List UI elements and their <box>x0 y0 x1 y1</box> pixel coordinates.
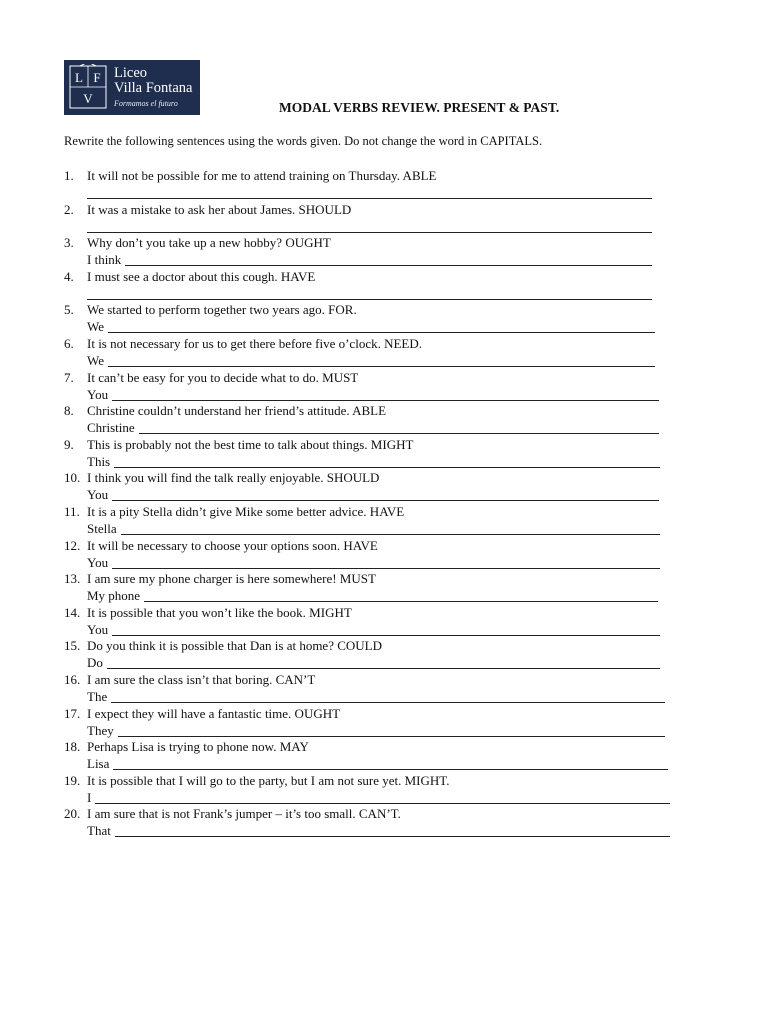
item-number: 7. <box>64 369 74 385</box>
answer-line[interactable] <box>87 554 660 570</box>
item-sentence: I am sure my phone charger is here somewhere! MUST <box>87 571 376 587</box>
page-title: MODAL VERBS REVIEW. PRESENT & PAST. <box>279 100 560 115</box>
item-sentence: It is possible that I will go to the party, but I am not sure yet. MIGHT. <box>87 772 450 788</box>
school-name <box>114 66 192 96</box>
answer-start: You <box>87 386 109 402</box>
item-sentence: It was a mistake to ask her about James. SHOULD <box>87 201 352 217</box>
item-number: 8. <box>64 403 74 419</box>
answer-line[interactable] <box>87 520 660 536</box>
answer-blank[interactable] <box>107 668 660 669</box>
item-sentence: Do you think it is possible that Dan is at home? COULD <box>87 638 383 654</box>
answer-line[interactable] <box>87 285 652 301</box>
answer-start: Lisa <box>87 756 110 772</box>
item-sentence: It will not be possible for me to attend training on Thursday. ABLE <box>87 168 437 183</box>
item-number: 4. <box>64 268 74 284</box>
answer-start: We <box>87 319 104 335</box>
item-number: 14. <box>64 604 81 620</box>
item-number: 13. <box>64 571 81 587</box>
item-sentence: This is probably not the best time to talk about things. MIGHT <box>87 436 414 452</box>
answer-start: My phone <box>87 588 141 604</box>
item-number: 17. <box>64 705 81 721</box>
answer-line[interactable] <box>87 587 658 603</box>
answer-start: The <box>87 688 108 704</box>
answer-start: That <box>87 823 111 839</box>
exercise-item <box>64 436 684 470</box>
exercise-item <box>64 234 684 268</box>
answer-start: Stella <box>87 520 117 536</box>
item-sentence: Christine couldn’t understand her friend’s attitude. ABLE <box>87 403 387 419</box>
item-sentence: I must see a doctor about this cough. HAVE <box>87 268 316 284</box>
exercise-item <box>64 369 684 403</box>
answer-blank[interactable] <box>108 366 655 367</box>
exercise-item <box>64 671 684 705</box>
answer-line[interactable] <box>87 453 660 469</box>
item-sentence: I think you will find the talk really enjoyable. SHOULD <box>87 470 380 486</box>
item-number: 1. <box>64 168 74 183</box>
item-sentence: It can’t be easy for you to decide what to do. MUST <box>87 369 359 385</box>
exercise-item <box>64 772 684 806</box>
exercise-item <box>64 268 684 302</box>
item-sentence: I am sure the class isn’t that boring. CAN’T <box>87 671 316 687</box>
item-sentence: Perhaps Lisa is trying to phone now. MAY <box>87 739 309 755</box>
item-number: 16. <box>64 671 81 687</box>
item-number: 15. <box>64 638 81 654</box>
answer-line[interactable] <box>87 486 659 502</box>
svg-text:F: F <box>93 70 101 85</box>
item-sentence: I am sure that is not Frank’s jumper – it’s too small. CAN’T. <box>87 806 401 822</box>
item-number: 2. <box>64 201 74 217</box>
answer-start: This <box>87 453 111 469</box>
answer-start: I <box>87 789 92 805</box>
answer-blank[interactable] <box>113 769 668 770</box>
item-number: 3. <box>64 235 74 251</box>
answer-blank[interactable] <box>87 299 652 300</box>
answer-line[interactable] <box>87 184 652 200</box>
exercise-item <box>64 637 684 671</box>
exercise-item <box>64 469 684 503</box>
answer-blank[interactable] <box>87 198 652 199</box>
answer-start: Do <box>87 655 103 671</box>
answer-blank[interactable] <box>121 534 660 535</box>
answer-line[interactable] <box>87 722 665 738</box>
answer-blank[interactable] <box>114 467 660 468</box>
exercise-item <box>64 201 684 235</box>
exercise-item <box>64 805 684 839</box>
item-number: 18. <box>64 739 81 755</box>
item-sentence: It is a pity Stella didn’t give Mike some better advice. HAVE <box>87 503 405 519</box>
item-number: 10. <box>64 470 81 486</box>
item-number: 12. <box>64 537 81 553</box>
answer-line[interactable] <box>87 352 655 368</box>
exercise-item <box>64 738 684 772</box>
answer-line[interactable] <box>87 251 652 267</box>
exercise-item <box>64 167 684 201</box>
answer-blank[interactable] <box>108 332 655 333</box>
item-number: 5. <box>64 302 74 318</box>
answer-start: I think <box>87 252 122 268</box>
answer-line[interactable] <box>87 755 668 771</box>
answer-line[interactable] <box>87 318 655 334</box>
item-sentence: It is possible that you won’t like the book. MIGHT <box>87 604 352 620</box>
item-sentence: It is not necessary for us to get there before five o’clock. NEED. <box>87 335 422 351</box>
exercise-item <box>64 570 684 604</box>
answer-blank[interactable] <box>87 232 652 233</box>
answer-line[interactable] <box>87 218 652 234</box>
answer-start: We <box>87 352 104 368</box>
answer-blank[interactable] <box>112 568 660 569</box>
item-number: 9. <box>64 436 74 452</box>
school-logo <box>64 60 200 115</box>
school-crest-icon <box>68 64 108 110</box>
instructions: Rewrite the following sentences using the words given. Do not change the word in CAPITALS. <box>64 134 543 148</box>
answer-line[interactable] <box>87 688 665 704</box>
answer-blank[interactable] <box>112 635 660 636</box>
answer-blank[interactable] <box>112 500 659 501</box>
answer-line[interactable] <box>87 621 660 637</box>
school-tagline: Formamos el futuro <box>114 99 178 108</box>
item-number: 6. <box>64 335 74 351</box>
answer-line[interactable] <box>87 822 670 838</box>
item-number: 11. <box>64 503 80 519</box>
answer-start: Christine <box>87 420 135 436</box>
exercise-item <box>64 705 684 739</box>
item-sentence: It will be necessary to choose your options soon. HAVE <box>87 537 378 553</box>
answer-blank[interactable] <box>144 601 658 602</box>
item-sentence: I expect they will have a fantastic time. OUGHT <box>87 705 341 721</box>
answer-line[interactable] <box>87 789 670 805</box>
item-number: 20. <box>64 806 81 822</box>
exercise-item <box>64 503 684 537</box>
item-number: 19. <box>64 772 81 788</box>
school-name-line2: Villa Fontana <box>114 80 193 96</box>
answer-line[interactable] <box>87 419 659 435</box>
exercise-item <box>64 301 684 335</box>
item-sentence: We started to perform together two years ago. FOR. <box>87 302 357 318</box>
exercise-item <box>64 335 684 369</box>
school-name-line1: Liceo <box>114 65 148 81</box>
answer-blank[interactable] <box>115 836 670 837</box>
exercise-item <box>64 537 684 571</box>
svg-text:V: V <box>83 91 93 106</box>
answer-line[interactable] <box>87 654 660 670</box>
exercise-item <box>64 604 684 638</box>
answer-start: You <box>87 554 109 570</box>
answer-blank[interactable] <box>118 736 665 737</box>
answer-start: You <box>87 621 109 637</box>
answer-line[interactable] <box>87 386 659 402</box>
svg-text:L: L <box>75 70 83 85</box>
answer-blank[interactable] <box>95 803 670 804</box>
answer-blank[interactable] <box>139 433 659 434</box>
answer-start: They <box>87 722 114 738</box>
exercise-item <box>64 402 684 436</box>
exercise-list <box>64 167 684 839</box>
answer-start: You <box>87 487 109 503</box>
answer-blank[interactable] <box>112 400 659 401</box>
answer-blank[interactable] <box>111 702 665 703</box>
answer-blank[interactable] <box>125 265 652 266</box>
item-sentence: Why don’t you take up a new hobby? OUGHT <box>87 235 331 251</box>
